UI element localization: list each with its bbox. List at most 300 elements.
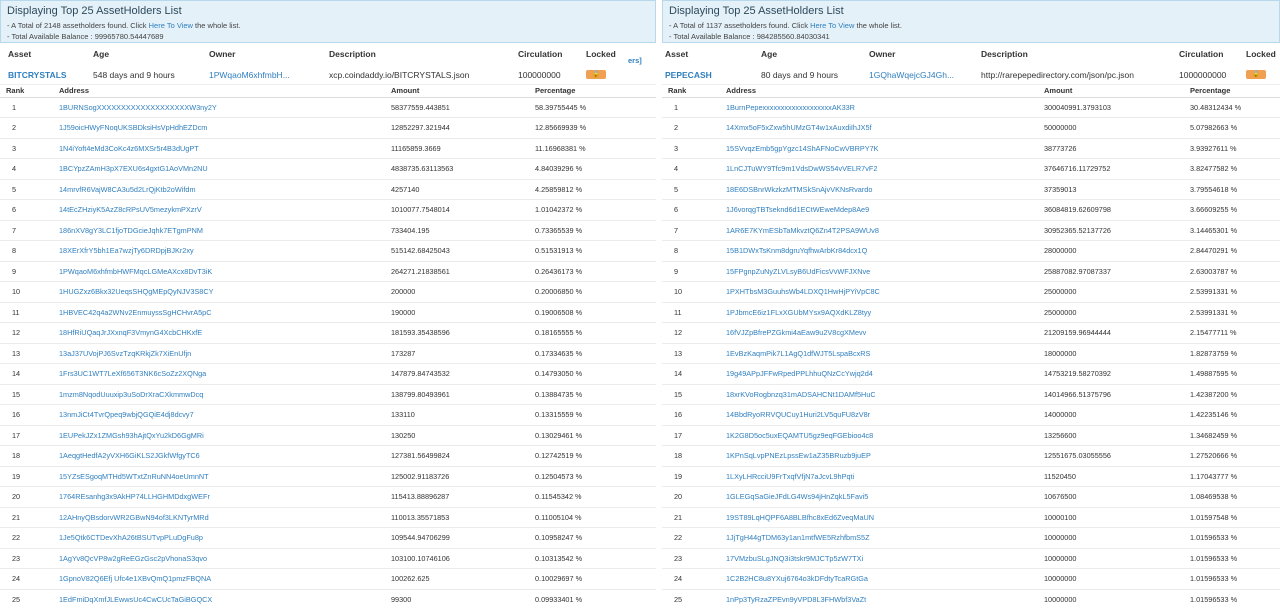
percentage-cell: 1.34682459 %: [1184, 425, 1280, 446]
address-link[interactable]: 1Je5Qtk6CTDevXhA26tBSUTvpPLuDgFu8p: [53, 528, 385, 549]
percentage-cell: 3.93927611 %: [1184, 138, 1280, 159]
amount-cell: 515142.68425043: [385, 241, 529, 262]
rank-cell: 8: [662, 241, 720, 262]
percentage-cell: 2.84470291 %: [1184, 241, 1280, 262]
amount-cell: 103100.10746106: [385, 548, 529, 569]
holders-body-right: [662, 97, 1280, 609]
percentage-cell: 5.07982663 %: [1184, 118, 1280, 139]
address-link[interactable]: 1BURNSogXXXXXXXXXXXXXXXXXXXW3ny2Y: [53, 97, 385, 118]
rank-cell: 3: [662, 138, 720, 159]
amount-cell: 28000000: [1038, 241, 1184, 262]
total-line: - A Total of 1137 assetholders found. Click Here To View the whole list.: [669, 21, 902, 30]
rank-cell: 2: [0, 118, 53, 139]
balance-line: - Total Available Balance : 99965780.54447689: [7, 32, 164, 41]
owner-col-header: Owner: [869, 49, 896, 59]
percentage-cell: 1.42235146 %: [1184, 405, 1280, 426]
address-link[interactable]: 1EUPekJZx1ZMGsh93hAjtQxYu2kD6GgMRi: [53, 425, 385, 446]
rank-cell: 9: [0, 261, 53, 282]
table-row: [0, 548, 656, 569]
rank-cell: 1: [662, 97, 720, 118]
table-row: [0, 220, 656, 241]
amount-cell: 181593.35438596: [385, 323, 529, 344]
rank-cell: 3: [0, 138, 53, 159]
amount-cell: 11520450: [1038, 466, 1184, 487]
amount-cell: 14014966.51375796: [1038, 384, 1184, 405]
table-row: [662, 200, 1280, 221]
asset-name-link[interactable]: BITCRYSTALS: [8, 70, 67, 80]
asset-circulation: 1000000000: [1179, 70, 1227, 80]
percentage-cell: 0.19006508 %: [529, 302, 656, 323]
table-row: [0, 343, 656, 364]
rank-cell: 22: [662, 528, 720, 549]
rank-cell: 4: [662, 159, 720, 180]
percentage-cell: 30.48312434 %: [1184, 97, 1280, 118]
table-row: [0, 405, 656, 426]
description-col-header: Description: [329, 49, 376, 59]
amount-cell: 100262.625: [385, 569, 529, 590]
rank-cell: 18: [662, 446, 720, 467]
rank-cell: 12: [0, 323, 53, 344]
percentage-cell: 1.01596533 %: [1184, 548, 1280, 569]
table-row: [662, 466, 1280, 487]
amount-cell: 4838735.63113563: [385, 159, 529, 180]
amount-cell: 58377559.443851: [385, 97, 529, 118]
percentage-cell: 1.27520666 %: [1184, 446, 1280, 467]
percentage-cell: 0.10029697 %: [529, 569, 656, 590]
percentage-cell: 2.53991331 %: [1184, 302, 1280, 323]
address-link[interactable]: 1N4iYoft4eMd3CoKc4z6MXSr5r4B3dUgPT: [53, 138, 385, 159]
amount-header: Amount: [1038, 85, 1184, 97]
address-link[interactable]: 1EvBzKaqmPik7L1AgQ1dfWJT5LspaBcxRS: [720, 343, 1038, 364]
amount-cell: 10000000: [1038, 569, 1184, 590]
amount-cell: 37359013: [1038, 179, 1184, 200]
table-row: [0, 384, 656, 405]
table-row: [662, 364, 1280, 385]
amount-cell: 733404.195: [385, 220, 529, 241]
table-row: [0, 507, 656, 528]
address-link[interactable]: 13nmJiCt4TvrQpeq9wbjQGQiE4dj8dcvy7: [53, 405, 385, 426]
amount-cell: 190000: [385, 302, 529, 323]
percentage-header: Percentage: [1184, 85, 1280, 97]
table-row: [662, 507, 1280, 528]
address-header: Address: [53, 85, 385, 97]
amount-cell: 138799.80493961: [385, 384, 529, 405]
percentage-cell: 1.01042372 %: [529, 200, 656, 221]
age-col-header: Age: [761, 49, 778, 59]
rank-header: Rank: [662, 85, 720, 97]
address-link[interactable]: 1HUGZxz6Bkx32UeqsSHQgMEpQyNJV3S8CY: [53, 282, 385, 303]
percentage-cell: 2.15477711 %: [1184, 323, 1280, 344]
rank-cell: 23: [0, 548, 53, 569]
table-row: [0, 425, 656, 446]
address-link[interactable]: 17VMzbuSLgJNQ3i3tskr9MJCTp5zW7TXi: [720, 548, 1038, 569]
rank-cell: 2: [662, 118, 720, 139]
amount-cell: 4257140: [385, 179, 529, 200]
rank-cell: 25: [0, 589, 53, 609]
rank-cell: 18: [0, 446, 53, 467]
amount-cell: 25000000: [1038, 302, 1184, 323]
panel-title: Displaying Top 25 AssetHolders List: [7, 5, 182, 17]
table-row: [0, 97, 656, 118]
locked-col-header: Locked: [586, 49, 616, 59]
asset-header-row: [662, 43, 1280, 65]
address-link[interactable]: 15FPgnpZuNyZLVLsyB6UdFicsVvWFJXNve: [720, 261, 1038, 282]
percentage-cell: 0.26436173 %: [529, 261, 656, 282]
rank-cell: 4: [0, 159, 53, 180]
asset-age: 548 days and 9 hours: [93, 70, 175, 80]
address-link[interactable]: 1AgYv8QcVP8w2gReEGzGsc2pVhonaS3qvo: [53, 548, 385, 569]
holders-table: [0, 85, 656, 609]
percentage-cell: 0.17334635 %: [529, 343, 656, 364]
table-row: [662, 446, 1280, 467]
table-row: [0, 487, 656, 508]
amount-cell: 38773726: [1038, 138, 1184, 159]
percentage-cell: 58.39755445 %: [529, 97, 656, 118]
percentage-cell: 0.12504573 %: [529, 466, 656, 487]
address-link[interactable]: 1KPnSqLvpPNEzLpssEw1aZ35BRuzb9juEP: [720, 446, 1038, 467]
address-link[interactable]: 1JjTgH44gTDM63y1an1mtfWE5RzhfbmS5Z: [720, 528, 1038, 549]
amount-cell: 18000000: [1038, 343, 1184, 364]
rank-cell: 6: [0, 200, 53, 221]
table-row: [662, 179, 1280, 200]
amount-cell: 109544.94706299: [385, 528, 529, 549]
address-link[interactable]: 18XErXfrY5bh1Ea7wzjTy6DRDpjBJKr2xy: [53, 241, 385, 262]
table-row: [0, 323, 656, 344]
amount-cell: 14753219.58270392: [1038, 364, 1184, 385]
address-link[interactable]: 1BCYpzZAmH3pX7EXU6s4gxtG1AoVMn2NU: [53, 159, 385, 180]
address-link[interactable]: 14BbdRyoRRVQUCuy1Huri2LV5quFU8zV8r: [720, 405, 1038, 426]
amount-cell: 110013.35571853: [385, 507, 529, 528]
amount-cell: 115413.88896287: [385, 487, 529, 508]
percentage-cell: 1.17043777 %: [1184, 466, 1280, 487]
amount-cell: 133110: [385, 405, 529, 426]
rank-cell: 16: [0, 405, 53, 426]
amount-cell: 127381.56499824: [385, 446, 529, 467]
table-row: [662, 159, 1280, 180]
percentage-cell: 1.08469538 %: [1184, 487, 1280, 508]
rank-cell: 7: [662, 220, 720, 241]
rank-cell: 23: [662, 548, 720, 569]
address-link[interactable]: 1J59oicHWyFNoqUKSBDksiHsVpHdhEZDcm: [53, 118, 385, 139]
table-row: [662, 282, 1280, 303]
amount-cell: 14000000: [1038, 405, 1184, 426]
asset-row: [662, 65, 1280, 85]
percentage-cell: 3.79554618 %: [1184, 179, 1280, 200]
table-row: [662, 528, 1280, 549]
amount-cell: 173287: [385, 343, 529, 364]
amount-cell: 36084819.62609798: [1038, 200, 1184, 221]
table-row: [0, 261, 656, 282]
summary-box: [662, 0, 1280, 43]
address-link[interactable]: 12AHnyQBsdorvWR2GBwN94of3LKNTyrMRd: [53, 507, 385, 528]
table-row: [0, 118, 656, 139]
percentage-cell: 2.63003787 %: [1184, 261, 1280, 282]
locked-col-header: Locked: [1246, 49, 1276, 59]
asset-description: xcp.coindaddy.io/BITCRYSTALS.json: [329, 70, 470, 80]
address-link[interactable]: 1EdFmiDqXmfJLEwwsUc4CwCUcTaGiBGQCX: [53, 589, 385, 609]
percentage-cell: 4.25859812 %: [529, 179, 656, 200]
rank-cell: 17: [0, 425, 53, 446]
address-link[interactable]: 1LnCJTuWY9Tfc9m1VdsDwWS54vVELR7vF2: [720, 159, 1038, 180]
address-link[interactable]: 1HBVEC42q4a2WNv2EnmuyssSgHCHvrA5pC: [53, 302, 385, 323]
table-row: [0, 446, 656, 467]
address-link[interactable]: 1AeqgtHedfA2yVXH6GiKLS2JGkfWfgyTC6: [53, 446, 385, 467]
percentage-cell: 0.73365539 %: [529, 220, 656, 241]
percentage-cell: 0.20006850 %: [529, 282, 656, 303]
table-row: [0, 159, 656, 180]
view-all-link[interactable]: Here To View: [148, 21, 193, 30]
percentage-cell: 0.13315559 %: [529, 405, 656, 426]
table-row: [662, 118, 1280, 139]
amount-cell: 10000100: [1038, 507, 1184, 528]
table-row: [662, 405, 1280, 426]
amount-header: Amount: [385, 85, 529, 97]
amount-cell: 21209159.96944444: [1038, 323, 1184, 344]
table-row: [662, 261, 1280, 282]
rank-cell: 19: [662, 466, 720, 487]
address-link[interactable]: 18xrKVoRogbnzq31mADSAHCNt1DAMf5HuC: [720, 384, 1038, 405]
percentage-cell: 3.14465301 %: [1184, 220, 1280, 241]
percentage-cell: 0.12742519 %: [529, 446, 656, 467]
address-link[interactable]: 1Frs3UC1WT7LeXf656T3NK6cSoZz2XQNga: [53, 364, 385, 385]
circulation-col-header: Circulation: [518, 49, 563, 59]
amount-cell: 37646716.11729752: [1038, 159, 1184, 180]
table-row: [0, 364, 656, 385]
table-row: [662, 220, 1280, 241]
table-row: [0, 138, 656, 159]
rank-cell: 8: [0, 241, 53, 262]
table-row: [0, 466, 656, 487]
address-link[interactable]: 1BurnPepexxxxxxxxxxxxxxxxxxxAK33R: [720, 97, 1038, 118]
percentage-cell: 0.11545342 %: [529, 487, 656, 508]
table-row: [0, 569, 656, 590]
address-link[interactable]: 14Xmx5oF5xZxw5hUMzGT4w1xAuxdiIhJX5f: [720, 118, 1038, 139]
rank-cell: 1: [0, 97, 53, 118]
owner-link[interactable]: 1PWqaoM6xhfmbH...: [209, 70, 290, 80]
address-link[interactable]: 18HfRiUQaqJrJXxnqF3VmynG4XcbCHKxfE: [53, 323, 385, 344]
asset-row: [0, 65, 656, 85]
asset-description: http://rarepepedirectory.com/json/pc.json: [981, 70, 1134, 80]
table-row: [662, 425, 1280, 446]
asset-age: 80 days and 9 hours: [761, 70, 839, 80]
address-link[interactable]: 1mzm8NqodUuuxip3uSoDrXraCXkmmwDcq: [53, 384, 385, 405]
rank-cell: 14: [662, 364, 720, 385]
overflow-link[interactable]: ers]: [628, 56, 642, 65]
address-link[interactable]: 1C2B2HC8u8YXuj6764o3kDFdtyTcaRGtGa: [720, 569, 1038, 590]
percentage-cell: 0.51531913 %: [529, 241, 656, 262]
table-row: [0, 241, 656, 262]
percentage-header: Percentage: [529, 85, 656, 97]
rank-cell: 15: [0, 384, 53, 405]
amount-cell: 264271.21838561: [385, 261, 529, 282]
table-row: [0, 528, 656, 549]
rank-cell: 11: [0, 302, 53, 323]
address-link[interactable]: 19ST89LqHQPF6A8BLBfhc8xEd6ZveqMaUN: [720, 507, 1038, 528]
total-line: - A Total of 2148 assetholders found. Click Here To View the whole list.: [7, 21, 241, 30]
amount-cell: 130250: [385, 425, 529, 446]
table-row: [662, 548, 1280, 569]
address-link[interactable]: 1PJbmcE6iz1FLxXGUbMYsx9AQXdKLZ8tyy: [720, 302, 1038, 323]
percentage-cell: 4.84039296 %: [529, 159, 656, 180]
percentage-cell: 3.66609255 %: [1184, 200, 1280, 221]
rank-cell: 21: [0, 507, 53, 528]
amount-cell: 10000000: [1038, 589, 1184, 609]
holders-body-left: [0, 97, 656, 609]
amount-cell: 13256600: [1038, 425, 1184, 446]
rank-cell: 19: [0, 466, 53, 487]
amount-cell: 12852297.321944: [385, 118, 529, 139]
table-row: [0, 200, 656, 221]
address-link[interactable]: 19g49APpJFFwRpedPPLhhuQNzCcYwjq2d4: [720, 364, 1038, 385]
rank-cell: 16: [662, 405, 720, 426]
percentage-cell: 1.01597548 %: [1184, 507, 1280, 528]
percentage-cell: 0.10313542 %: [529, 548, 656, 569]
percentage-cell: 12.85669939 %: [529, 118, 656, 139]
table-row: [0, 179, 656, 200]
address-link[interactable]: 18E6DSBnrWkzkzMTMSkSnAjvVKNsRvardo: [720, 179, 1038, 200]
circulation-col-header: Circulation: [1179, 49, 1224, 59]
rank-cell: 14: [0, 364, 53, 385]
holders-panel-right: [662, 0, 1280, 609]
amount-cell: 12551675.03055556: [1038, 446, 1184, 467]
table-row: [662, 302, 1280, 323]
table-row: [662, 569, 1280, 590]
percentage-cell: 1.01596533 %: [1184, 528, 1280, 549]
rank-cell: 24: [0, 569, 53, 590]
table-row: [662, 241, 1280, 262]
percentage-cell: 2.53991331 %: [1184, 282, 1280, 303]
rank-cell: 6: [662, 200, 720, 221]
rank-cell: 25: [662, 589, 720, 609]
table-row: [0, 589, 656, 609]
rank-cell: 11: [662, 302, 720, 323]
rank-header: Rank: [0, 85, 53, 97]
percentage-cell: 0.11005104 %: [529, 507, 656, 528]
percentage-cell: 0.09933401 %: [529, 589, 656, 609]
address-link[interactable]: 16fVJZpBfrePZGkmi4aEaw9u2V8cgXMevv: [720, 323, 1038, 344]
amount-cell: 25887082.97087337: [1038, 261, 1184, 282]
amount-cell: 50000000: [1038, 118, 1184, 139]
rank-cell: 5: [662, 179, 720, 200]
asset-name-link[interactable]: PEPECASH: [665, 70, 712, 80]
address-link[interactable]: 1PXHTbsM3GuuhsWb4LDXQ1HwHjPYiVpC8C: [720, 282, 1038, 303]
address-link[interactable]: 186nXV8gY3LC1fjoTDGcieJqhk7ETgmPNM: [53, 220, 385, 241]
table-row: [662, 384, 1280, 405]
address-link[interactable]: 1GpnoV82Q6Efj Ufc4e1XBvQmQ1pmzFBQNA: [53, 569, 385, 590]
address-link[interactable]: 14tEcZHziyK5AzZ8cRPsUV5mezykmPXzrV: [53, 200, 385, 221]
address-link[interactable]: 1764REsanhg3x9AkHP74LLHGHMDdxgWEFr: [53, 487, 385, 508]
rank-cell: 13: [0, 343, 53, 364]
rank-cell: 24: [662, 569, 720, 590]
amount-cell: 99300: [385, 589, 529, 609]
table-row: [662, 138, 1280, 159]
amount-cell: 1010077.7548014: [385, 200, 529, 221]
rank-cell: 9: [662, 261, 720, 282]
amount-cell: 10000000: [1038, 528, 1184, 549]
owner-col-header: Owner: [209, 49, 236, 59]
asset-header-row: [0, 43, 656, 65]
lock-icon: 🔒: [1246, 70, 1266, 79]
address-header: Address: [720, 85, 1038, 97]
lock-icon: 🔒: [586, 70, 606, 79]
address-link[interactable]: 15B1DWxTsKnm8dgruYqfhwArbKr84dcx1Q: [720, 241, 1038, 262]
amount-cell: 300040991.3793103: [1038, 97, 1184, 118]
amount-cell: 30952365.52137726: [1038, 220, 1184, 241]
rank-cell: 13: [662, 343, 720, 364]
address-link[interactable]: 15SVvqzEmb5gpYgzc14ShAFNoCwVBRPY7K: [720, 138, 1038, 159]
rank-cell: 5: [0, 179, 53, 200]
age-col-header: Age: [93, 49, 110, 59]
rank-cell: 10: [0, 282, 53, 303]
amount-cell: 10676500: [1038, 487, 1184, 508]
rank-cell: 20: [0, 487, 53, 508]
amount-cell: 10000000: [1038, 548, 1184, 569]
rank-cell: 17: [662, 425, 720, 446]
percentage-cell: 0.13884735 %: [529, 384, 656, 405]
asset-circulation: 100000000: [518, 70, 561, 80]
rank-cell: 21: [662, 507, 720, 528]
address-link[interactable]: 1PWqaoM6xhfmbHWFMqcLGMeAXcx8DvT3iK: [53, 261, 385, 282]
address-link[interactable]: 1AR6E7KYmESbTaMkvztQ6Zn4T2PSA9WUv8: [720, 220, 1038, 241]
table-row: [662, 323, 1280, 344]
table-header-row: [662, 85, 1280, 97]
rank-cell: 7: [0, 220, 53, 241]
address-link[interactable]: 13aJ37UVojPJ6SvzTzqKRkjZk7XiEnUfjn: [53, 343, 385, 364]
table-row: [0, 282, 656, 303]
percentage-cell: 0.18165555 %: [529, 323, 656, 344]
owner-link[interactable]: 1GQhaWqejcGJ4Gh...: [869, 70, 955, 80]
percentage-cell: 0.10958247 %: [529, 528, 656, 549]
address-link[interactable]: 15YZsESgoqMTHd5WTxtZnRuNN4oeUmnNT: [53, 466, 385, 487]
percentage-cell: 1.82873759 %: [1184, 343, 1280, 364]
amount-cell: 200000: [385, 282, 529, 303]
view-all-link[interactable]: Here To View: [810, 21, 855, 30]
percentage-cell: 1.01596533 %: [1184, 569, 1280, 590]
table-row: [662, 487, 1280, 508]
balance-line: - Total Available Balance : 984285560.84030341: [669, 32, 830, 41]
rank-cell: 12: [662, 323, 720, 344]
rank-cell: 20: [662, 487, 720, 508]
percentage-cell: 3.82477582 %: [1184, 159, 1280, 180]
address-link[interactable]: 1GLEGqSaGieJFdLG4Ws94jHnZqkL5Favi5: [720, 487, 1038, 508]
rank-cell: 15: [662, 384, 720, 405]
address-link[interactable]: 1LXyLHRcciU9FrTxqfVfjN7aJcvL9hPqti: [720, 466, 1038, 487]
percentage-cell: 1.01596533 %: [1184, 589, 1280, 609]
address-link[interactable]: 1nPp3TyRzaZPEvn9yVPD8L3FHWbf3VaZt: [720, 589, 1038, 609]
table-row: [0, 302, 656, 323]
rank-cell: 22: [0, 528, 53, 549]
asset-col-header: Asset: [665, 49, 689, 59]
asset-col-header: Asset: [8, 49, 32, 59]
percentage-cell: 1.42387200 %: [1184, 384, 1280, 405]
amount-cell: 125002.91183726: [385, 466, 529, 487]
rank-cell: 10: [662, 282, 720, 303]
address-link[interactable]: 14mrvfR6VajW8CA3u5d2LrQjKtb2oWifdm: [53, 179, 385, 200]
percentage-cell: 1.49887595 %: [1184, 364, 1280, 385]
percentage-cell: 0.13029461 %: [529, 425, 656, 446]
address-link[interactable]: 1K2G8D5oc5uxEQAMTU5gz9eqFGEbioo4c8: [720, 425, 1038, 446]
description-col-header: Description: [981, 49, 1028, 59]
holders-table: [662, 85, 1280, 609]
amount-cell: 147879.84743532: [385, 364, 529, 385]
address-link[interactable]: 1J6vorqgTBTseknd6d1ECtWEweMdep8Ae9: [720, 200, 1038, 221]
table-row: [662, 97, 1280, 118]
table-row: [662, 343, 1280, 364]
table-row: [662, 589, 1280, 609]
panel-title: Displaying Top 25 AssetHolders List: [669, 5, 844, 17]
percentage-cell: 0.14793050 %: [529, 364, 656, 385]
percentage-cell: 11.16968381 %: [529, 138, 656, 159]
